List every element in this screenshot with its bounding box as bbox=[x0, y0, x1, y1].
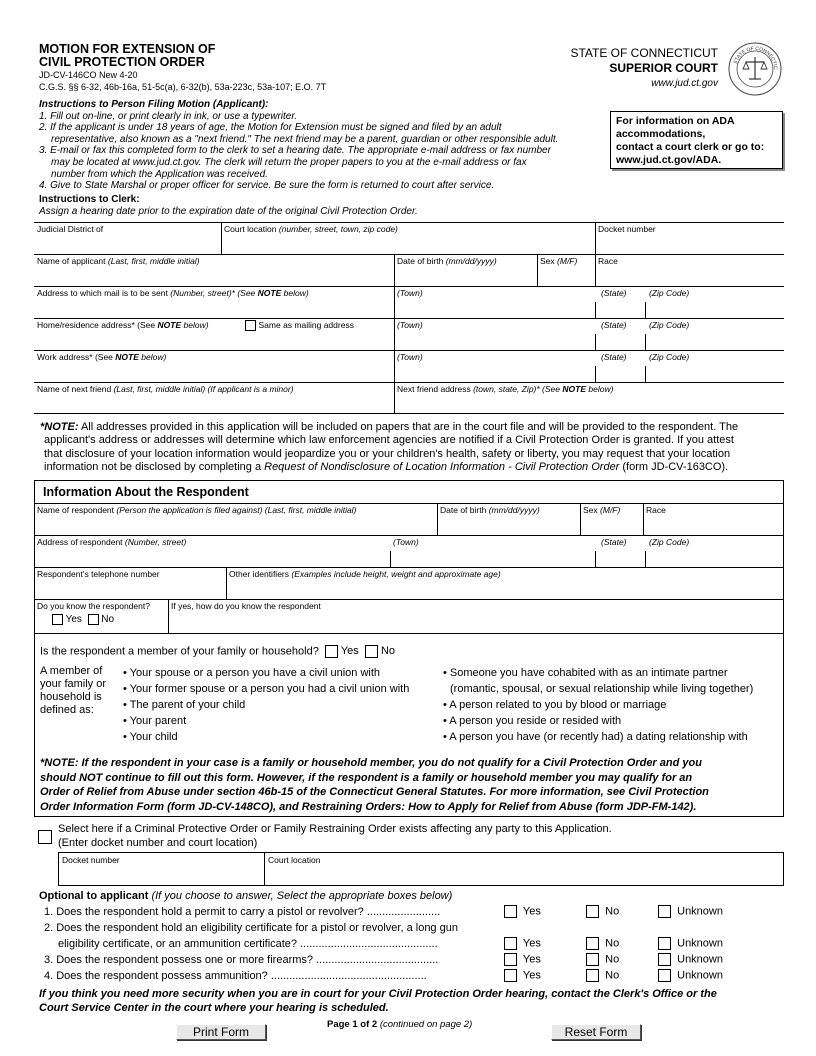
instruction-3b: may be located at www.jud.ct.gov. The clerk will return the proper papers to you at the e-mail address or fax bbox=[51, 156, 527, 168]
statutes: C.G.S. §§ 6-32, 46b-16a, 51-5c(a), 6-32(b), 53a-223c, 53a-107; E.O. 7T bbox=[39, 82, 327, 92]
family-yes-checkbox[interactable]: Yes bbox=[325, 645, 359, 657]
question-2a: 2. Does the respondent hold an eligibility certificate for a pistol or revolver, a long gun bbox=[44, 922, 458, 934]
criminal-order-label: Select here if a Criminal Protective Order or Family Restraining Order exists affecting any party to this Application. (Enter docket number and court location) bbox=[58, 823, 612, 849]
address-note: *NOTE: All addresses provided in this application will be included on papers that are in the court file and will be provided to the respondent. The applicant's address or addresses will determine which law enforcement agencies are notified if a Civil Protection Order is granted. If you attest that disclosure of your location information would jeopardize you or your children's health, safety or liberty, you may request that your location information not be disclosed by completing a Request of Nondisclosure of Location Information - Civil Protection Order (form JD-CV-163CO). bbox=[40, 421, 739, 474]
ada-link[interactable]: www.jud.ct.gov/ADA. bbox=[616, 154, 722, 166]
criminal-docket-field[interactable]: Docket number bbox=[58, 852, 265, 886]
work-town-field[interactable]: (Town) bbox=[397, 352, 423, 362]
ada-line3: contact a court clerk or go to: bbox=[616, 141, 765, 153]
instruction-4: 4. Give to State Marshal or proper officer for service. Be sure the form is returned to court after service. bbox=[39, 180, 495, 192]
list-item: • A person you reside or resided with bbox=[443, 715, 622, 727]
question-4: 4. Does the respondent possess ammunition? ................................................... bbox=[44, 970, 427, 982]
q4-no-checkbox[interactable]: No bbox=[586, 969, 619, 982]
q2-unknown-checkbox[interactable]: Unknown bbox=[658, 937, 723, 950]
same-as-mailing-checkbox[interactable]: Same as mailing address bbox=[245, 320, 354, 331]
family-note: *NOTE: If the respondent in your case is a family or household member, you do not qualify for a Civil Protection Order and you should NOT continue to fill out this form. However, if the respondent is a family or household member you may qualify for an Order of Relief from Abuse under section 46b-15 of the Connecticut General Statutes. For more information, see Civil Protection Order Information Form (form JD-CV-148CO), and Restraining Orders: How to Apply for Relief from Abuse (form JDP-FM-142). bbox=[40, 757, 709, 813]
applicant-dob-field[interactable]: Date of birth (mm/dd/yyyy) bbox=[397, 256, 497, 266]
instruction-3a: 3. E-mail or fax this completed form to the clerk to set a hearing date. The appropriate e-mail address or fax number bbox=[39, 145, 551, 157]
instruction-2b: representative, also known as a "next friend." The next friend may be a parent, guardian or other responsible adult. bbox=[51, 133, 559, 145]
instructions-heading: Instructions to Person Filing Motion (Applicant): bbox=[39, 99, 269, 110]
instruction-3c: number from which the Application was received. bbox=[51, 168, 268, 180]
know-respondent-field: Do you know the respondent? bbox=[37, 601, 150, 611]
respondent-state-field[interactable]: (State) bbox=[601, 537, 627, 547]
respondent-phone-field[interactable]: Respondent's telephone number bbox=[37, 569, 160, 579]
q4-unknown-checkbox[interactable]: Unknown bbox=[658, 969, 723, 982]
family-definition: A member of your family or household is defined as: bbox=[40, 665, 107, 716]
criminal-order-checkbox[interactable] bbox=[38, 828, 52, 846]
list-item: • Your child bbox=[123, 731, 178, 743]
instruction-2a: 2. If the applicant is under 18 years of age, the Motion for Extension must be signed and filed by an adult bbox=[39, 122, 502, 134]
q3-unknown-checkbox[interactable]: Unknown bbox=[658, 953, 723, 966]
family-question: Is the respondent a member of your family or household? Yes No bbox=[40, 645, 396, 658]
next-friend-name-field[interactable]: Name of next friend (Last, first, middle initial) (If applicant is a minor) bbox=[37, 384, 294, 394]
q2-yes-checkbox[interactable]: Yes bbox=[504, 937, 541, 950]
clerk-instructions-heading: Instructions to Clerk: bbox=[39, 194, 140, 205]
know-no-checkbox[interactable]: No bbox=[88, 614, 115, 625]
respondent-address-field[interactable]: Address of respondent (Number, street) bbox=[37, 537, 187, 547]
list-item: (romantic, spousal, or sexual relationship while living together) bbox=[450, 683, 754, 695]
work-state-field[interactable]: (State) bbox=[601, 352, 627, 362]
respondent-zip-field[interactable]: (Zip Code) bbox=[649, 537, 690, 547]
mail-town-field[interactable]: (Town) bbox=[397, 288, 423, 298]
applicant-race-field[interactable]: Race bbox=[598, 256, 618, 266]
respondent-race-field[interactable]: Race bbox=[646, 505, 666, 515]
home-town-field[interactable]: (Town) bbox=[397, 320, 423, 330]
question-1: 1. Does the respondent hold a permit to carry a pistol or revolver? ........................ bbox=[44, 906, 441, 918]
respondent-sex-field[interactable]: Sex (M/F) bbox=[583, 505, 621, 515]
respondent-dob-field[interactable]: Date of birth (mm/dd/yyyy) bbox=[440, 505, 540, 515]
print-form-button[interactable]: Print Form bbox=[176, 1024, 266, 1040]
security-note: If you think you need more security when you are in court for your Civil Protection Order hearing, contact the Clerk's Office or the Court Service Center in the court where your hearing is scheduled. bbox=[39, 988, 717, 1014]
how-know-field[interactable]: If yes, how do you know the respondent bbox=[171, 601, 321, 611]
list-item: • Someone you have cohabited with as an intimate partner bbox=[443, 667, 728, 679]
q4-yes-checkbox[interactable]: Yes bbox=[504, 969, 541, 982]
page-number: Page 1 of 2 (continued on page 2) bbox=[327, 1019, 473, 1030]
family-left-list bbox=[123, 665, 409, 745]
q1-no-checkbox[interactable]: No bbox=[586, 905, 619, 918]
reset-form-button[interactable]: Reset Form bbox=[551, 1024, 641, 1040]
family-no-checkbox[interactable]: No bbox=[365, 645, 395, 657]
respondent-heading: Information About the Respondent bbox=[43, 485, 249, 499]
judicial-seal bbox=[728, 42, 782, 96]
question-2b: eligibility certificate, or an ammunition certificate? ............................................. bbox=[58, 938, 438, 950]
home-address-field[interactable]: Home/residence address* (See NOTE below) bbox=[37, 320, 209, 330]
form-title-line2: CIVIL PROTECTION ORDER bbox=[39, 55, 205, 69]
q3-no-checkbox[interactable]: No bbox=[586, 953, 619, 966]
mail-address-field[interactable]: Address to which mail is to be sent (Number, street)* (See NOTE below) bbox=[37, 288, 309, 298]
form-id: JD-CV-146CO New 4-20 bbox=[39, 70, 138, 80]
know-yes-checkbox[interactable]: Yes bbox=[52, 614, 82, 625]
work-zip-field[interactable]: (Zip Code) bbox=[649, 352, 690, 362]
q1-unknown-checkbox[interactable]: Unknown bbox=[658, 905, 723, 918]
list-item: • Your former spouse or a person you had a civil union with bbox=[123, 683, 410, 695]
list-item: • A person related to you by blood or marriage bbox=[443, 699, 667, 711]
ada-box bbox=[610, 111, 783, 169]
home-zip-field[interactable]: (Zip Code) bbox=[649, 320, 690, 330]
list-item: • Your spouse or a person you have a civil union with bbox=[123, 667, 381, 679]
state-name: STATE OF CONNECTICUT bbox=[570, 46, 718, 60]
docket-number-field[interactable]: Docket number bbox=[598, 224, 656, 234]
ada-line1: For information on ADA bbox=[616, 115, 735, 127]
home-state-field[interactable]: (State) bbox=[601, 320, 627, 330]
list-item: • Your parent bbox=[123, 715, 187, 727]
q1-yes-checkbox[interactable]: Yes bbox=[504, 905, 541, 918]
work-address-field[interactable]: Work address* (See NOTE below) bbox=[37, 352, 167, 362]
instruction-1: 1. Fill out on-line, or print clearly in ink, or use a typewriter. bbox=[39, 110, 298, 122]
question-3: 3. Does the respondent possess one or more firearms? ........................................ bbox=[44, 954, 439, 966]
optional-heading: Optional to applicant (If you choose to answer, Select the appropriate boxes below) bbox=[39, 890, 453, 902]
judicial-district-field[interactable]: Judicial District of bbox=[37, 224, 104, 234]
clerk-instructions-text: Assign a hearing date prior to the expiration date of the original Civil Protection Order. bbox=[39, 206, 418, 217]
ada-line2: accommodations, bbox=[616, 128, 706, 140]
next-friend-address-field[interactable]: Next friend address (town, state, Zip)* (See NOTE below) bbox=[397, 384, 614, 394]
criminal-court-location-field[interactable]: Court location bbox=[264, 852, 784, 886]
respondent-name-field[interactable]: Name of respondent (Person the application is filed against) (Last, first, middle initial) bbox=[37, 505, 357, 515]
mail-zip-field[interactable]: (Zip Code) bbox=[649, 288, 690, 298]
other-identifiers-field[interactable]: Other identifiers (Examples include height, weight and approximate age) bbox=[229, 569, 501, 579]
website: www.jud.ct.gov bbox=[651, 78, 718, 89]
court-name: SUPERIOR COURT bbox=[609, 61, 718, 75]
respondent-town-field[interactable]: (Town) bbox=[393, 537, 419, 547]
applicant-name-field[interactable]: Name of applicant (Last, first, middle initial) bbox=[37, 256, 200, 266]
court-location-field[interactable]: Court location (number, street, town, zip code) bbox=[224, 224, 398, 234]
form-title-line1: MOTION FOR EXTENSION OF bbox=[39, 42, 216, 56]
applicant-sex-field[interactable]: Sex (M/F) bbox=[540, 256, 578, 266]
list-item: • The parent of your child bbox=[123, 699, 246, 711]
svg-text:STATE OF CONNECTICUT: STATE OF CONNECTIC bbox=[732, 45, 779, 70]
list-item: • A person you have (or recently had) a dating relationship with bbox=[443, 731, 748, 743]
family-right-list bbox=[443, 665, 753, 745]
q2-no-checkbox[interactable]: No bbox=[586, 937, 619, 950]
mail-state-field[interactable]: (State) bbox=[601, 288, 627, 298]
q3-yes-checkbox[interactable]: Yes bbox=[504, 953, 541, 966]
